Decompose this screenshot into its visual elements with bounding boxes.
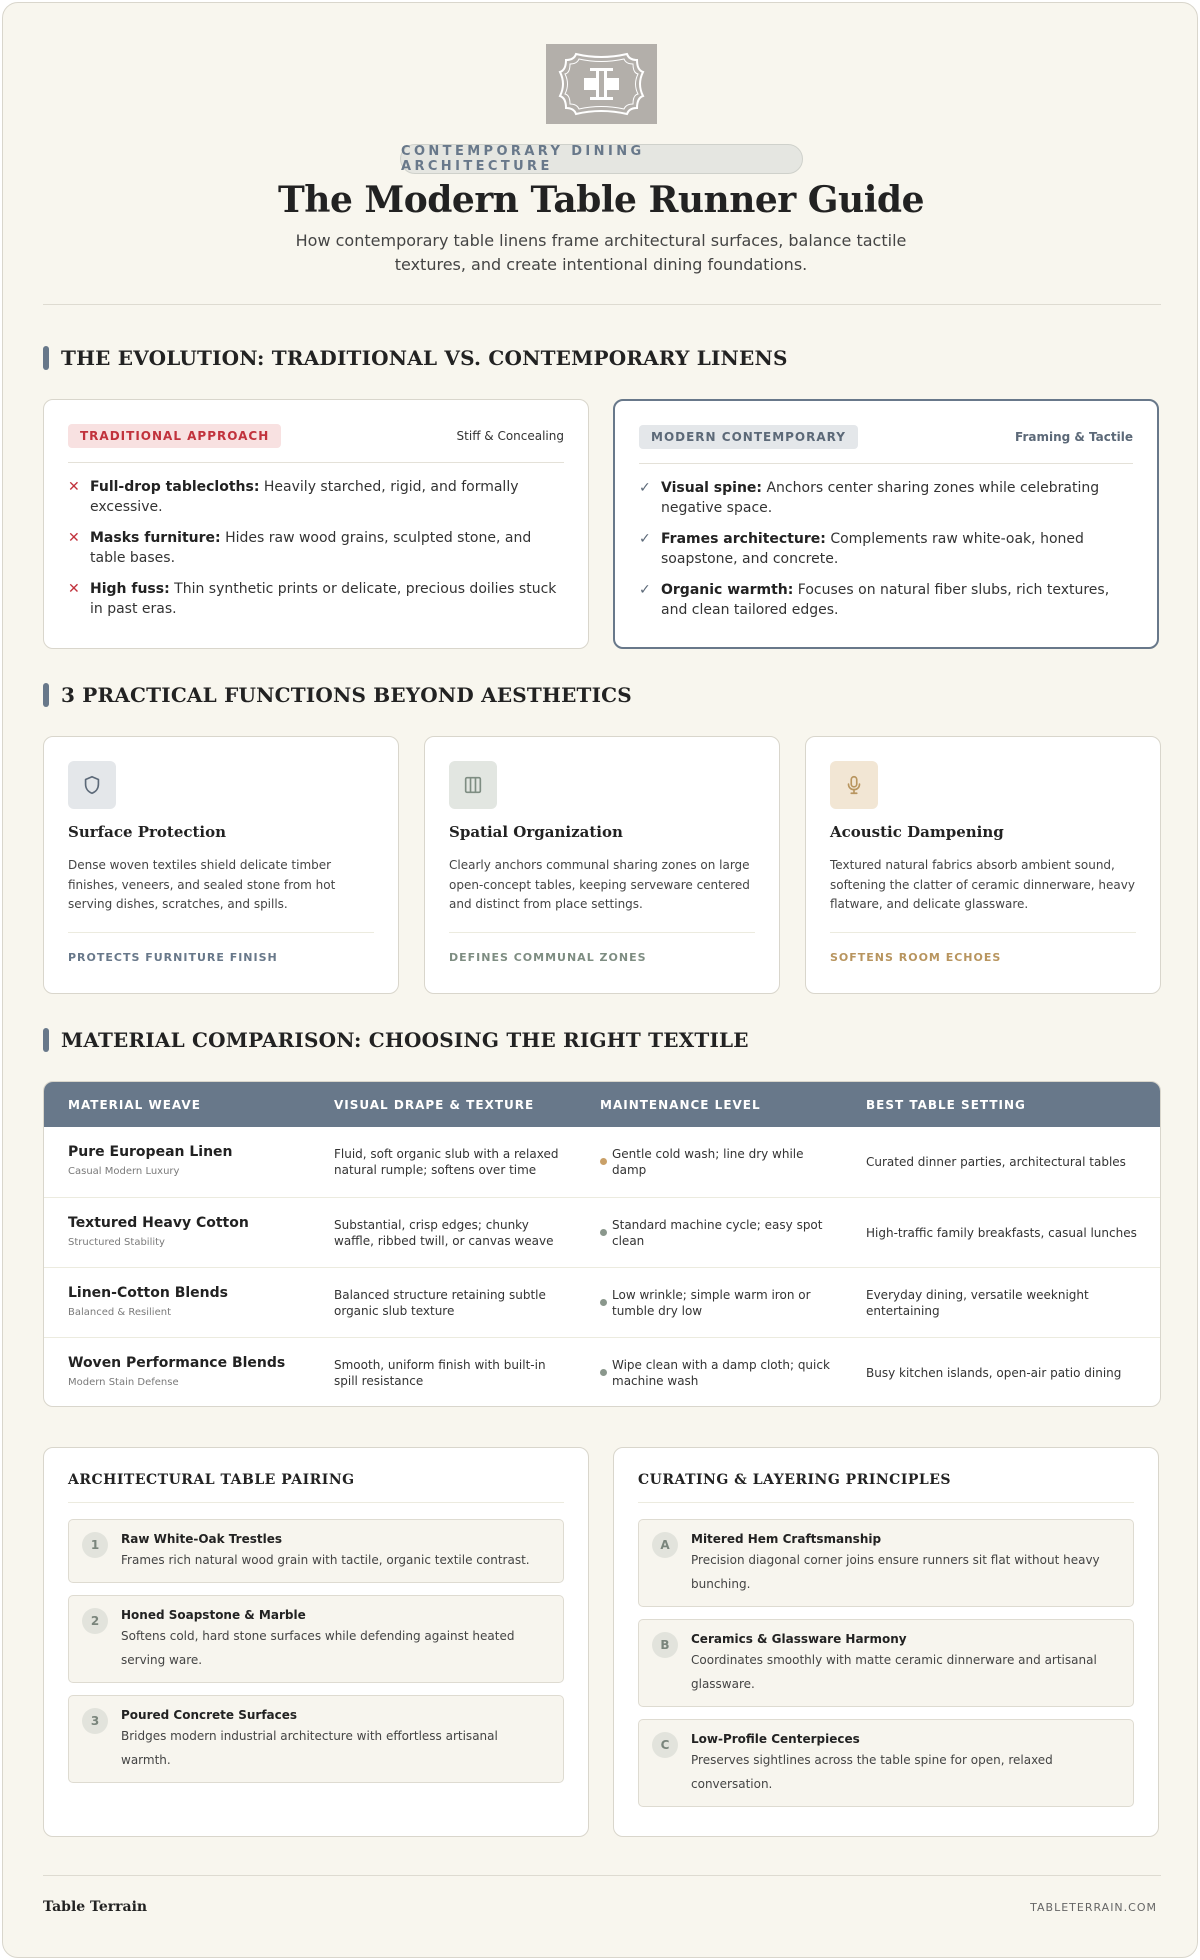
material-comparison-table — [43, 1081, 1161, 1407]
status-dot — [600, 1369, 607, 1376]
card-divider — [830, 932, 1136, 933]
check-icon: ✓ — [639, 582, 651, 598]
status-dot — [600, 1299, 607, 1306]
table-row — [44, 1337, 1160, 1407]
cross-icon: ✕ — [68, 581, 80, 597]
page-subtitle: How contemporary table linens frame architectural surfaces, balance tactile textures, and create intentional dining foundations. — [295, 231, 907, 274]
status-dot — [600, 1158, 607, 1165]
header-divider — [43, 304, 1161, 305]
footer-brand: Table Terrain — [43, 1899, 148, 1915]
cross-icon: ✕ — [68, 479, 80, 495]
status-dot — [600, 1229, 607, 1236]
maintenance-cell: Low wrinkle; simple warm iron or tumble dry low — [576, 1287, 842, 1319]
card-divider — [639, 463, 1133, 464]
traditional-card — [43, 399, 589, 649]
material-name: Pure European Linen — [68, 1144, 233, 1160]
card-title: ARCHITECTURAL TABLE PAIRING — [68, 1472, 355, 1488]
column-header: BEST TABLE SETTING — [866, 1097, 1026, 1112]
function-card-acoustic-dampening — [805, 736, 1161, 994]
list-item: 2 Honed Soapstone & Marble Softens cold, hard stone surfaces while defending against heated serving ware. — [68, 1595, 564, 1683]
material-name: Woven Performance Blends — [68, 1354, 286, 1371]
function-title: Acoustic Dampening — [830, 823, 1004, 841]
material-name: Textured Heavy Cotton — [68, 1214, 249, 1231]
table-header — [44, 1082, 1160, 1127]
list-item: ✕ High fuss: Thin synthetic prints or delicate, precious doilies stuck in past eras. — [68, 581, 557, 617]
footer-divider — [43, 1875, 1161, 1876]
card-divider — [638, 1502, 1134, 1503]
function-footer: DEFINES COMMUNAL ZONES — [449, 951, 647, 964]
material-subtitle: Modern Stain Defense — [68, 1376, 179, 1388]
card-divider — [449, 932, 755, 933]
maintenance-cell: Standard machine cycle; easy spot clean — [576, 1217, 842, 1249]
ornate-frame-logo-icon — [546, 44, 657, 124]
list-item: ✕ Full-drop tablecloths: Heavily starched, rigid, and formally excessive. — [68, 479, 519, 515]
list-item: ✓ Visual spine: Anchors center sharing zones while celebrating negative space. — [639, 480, 1100, 516]
section-accent-bar — [43, 683, 49, 707]
column-header: VISUAL DRAPE & TEXTURE — [334, 1097, 535, 1112]
function-title: Spatial Organization — [449, 823, 623, 841]
function-card-surface-protection — [43, 736, 399, 994]
list-item: ✕ Masks furniture: Hides raw wood grains, sculpted stone, and table bases. — [68, 530, 532, 566]
traditional-tag: Stiff & Concealing — [456, 429, 564, 443]
maintenance-cell: Wipe clean with a damp cloth; quick machine wash — [576, 1357, 842, 1389]
column-header: MATERIAL WEAVE — [68, 1097, 201, 1112]
material-name: Linen-Cotton Blends — [68, 1284, 228, 1301]
function-footer: PROTECTS FURNITURE FINISH — [68, 951, 278, 964]
table-row — [44, 1267, 1160, 1337]
modern-card — [613, 399, 1159, 649]
page — [2, 2, 1198, 1958]
setting-cell: Curated dinner parties, architectural tables — [866, 1155, 1126, 1169]
materials-section-title: MATERIAL COMPARISON: CHOOSING THE RIGHT TEXTILE — [43, 1027, 749, 1053]
list-item: 3 Poured Concrete Surfaces Bridges modern industrial architecture with effortless artisanal warmth. — [68, 1695, 564, 1783]
cross-icon: ✕ — [68, 530, 80, 546]
table-row — [44, 1127, 1160, 1197]
list-item: ✓ Organic warmth: Focuses on natural fiber slubs, rich textures, and clean tailored edges. — [639, 582, 1110, 618]
layering-principles-card — [613, 1447, 1159, 1837]
drape-cell: Fluid, soft organic slub with a relaxed natural rumple; softens over time — [334, 1147, 559, 1177]
list-item: A Mitered Hem Craftsmanship Precision diagonal corner joins ensure runners sit flat without heavy bunching. — [638, 1519, 1134, 1607]
setting-cell: Everyday dining, versatile weeknight entertaining — [866, 1287, 1089, 1318]
function-card-spatial-organization — [424, 736, 780, 994]
maintenance-cell: Gentle cold wash; line dry while damp — [576, 1146, 842, 1178]
card-divider — [68, 932, 374, 933]
shield-icon — [68, 761, 116, 809]
card-divider — [68, 462, 564, 463]
list-item: B Ceramics & Glassware Harmony Coordinates smoothly with matte ceramic dinnerware and artisanal glassware. — [638, 1619, 1134, 1707]
check-icon: ✓ — [639, 480, 651, 496]
modern-badge: MODERN CONTEMPORARY — [639, 425, 858, 449]
number-badge: 2 — [82, 1608, 108, 1634]
function-body: Dense woven textiles shield delicate timber finishes, veneers, and sealed stone from hot serving dishes, scratches, and spills. — [68, 858, 336, 911]
card-title: CURATING & LAYERING PRINCIPLES — [638, 1472, 952, 1488]
page-title: The Modern Table Runner Guide — [278, 179, 924, 221]
list-item: 1 Raw White-Oak Trestles Frames rich natural wood grain with tactile, organic textile contrast. — [68, 1519, 564, 1583]
traditional-badge: TRADITIONAL APPROACH — [68, 424, 281, 448]
kicker-badge: CONTEMPORARY DINING ARCHITECTURE — [400, 144, 803, 174]
section-accent-bar — [43, 346, 49, 370]
number-badge: 1 — [82, 1532, 108, 1558]
card-divider — [68, 1502, 564, 1503]
setting-cell: High-traffic family breakfasts, casual lunches — [866, 1225, 1137, 1240]
functions-section-title: 3 PRACTICAL FUNCTIONS BEYOND AESTHETICS — [43, 682, 632, 708]
modern-tag: Framing & Tactile — [1015, 430, 1133, 444]
function-body: Clearly anchors communal sharing zones on large open-concept tables, keeping serveware centered and distinct from place settings. — [449, 858, 750, 911]
drape-cell: Smooth, uniform finish with built-in spill resistance — [334, 1357, 546, 1388]
columns-icon — [449, 761, 497, 809]
material-subtitle: Balanced & Resilient — [68, 1306, 171, 1318]
material-subtitle: Casual Modern Luxury — [68, 1166, 180, 1177]
footer-site-link[interactable]: TABLETERRAIN.COM — [1030, 1901, 1157, 1914]
function-body: Textured natural fabrics absorb ambient sound, softening the clatter of ceramic dinnerware, heavy flatware, and delicate glassware. — [830, 858, 1135, 911]
letter-badge: C — [652, 1732, 678, 1758]
number-badge: 3 — [82, 1708, 108, 1734]
column-header: MAINTENANCE LEVEL — [600, 1097, 761, 1112]
letter-badge: A — [652, 1532, 678, 1558]
list-item: C Low-Profile Centerpieces Preserves sightlines across the table spine for open, relaxed conversation. — [638, 1719, 1134, 1807]
drape-cell: Substantial, crisp edges; chunky waffle, ribbed twill, or canvas weave — [334, 1217, 554, 1248]
drape-cell: Balanced structure retaining subtle organic slub texture — [334, 1287, 546, 1318]
function-footer: SOFTENS ROOM ECHOES — [830, 951, 1002, 964]
section-accent-bar — [43, 1028, 49, 1052]
check-icon: ✓ — [639, 531, 651, 547]
function-title: Surface Protection — [68, 823, 227, 841]
table-pairing-card — [43, 1447, 589, 1837]
list-item: ✓ Frames architecture: Complements raw white-oak, honed soapstone, and concrete. — [639, 531, 1084, 567]
material-subtitle: Structured Stability — [68, 1236, 165, 1248]
setting-cell: Busy kitchen islands, open-air patio dining — [866, 1365, 1122, 1380]
letter-badge: B — [652, 1632, 678, 1658]
evolution-section-title: THE EVOLUTION: TRADITIONAL VS. CONTEMPORARY LINENS — [43, 345, 788, 371]
microphone-icon — [830, 761, 878, 809]
table-row — [44, 1197, 1160, 1267]
